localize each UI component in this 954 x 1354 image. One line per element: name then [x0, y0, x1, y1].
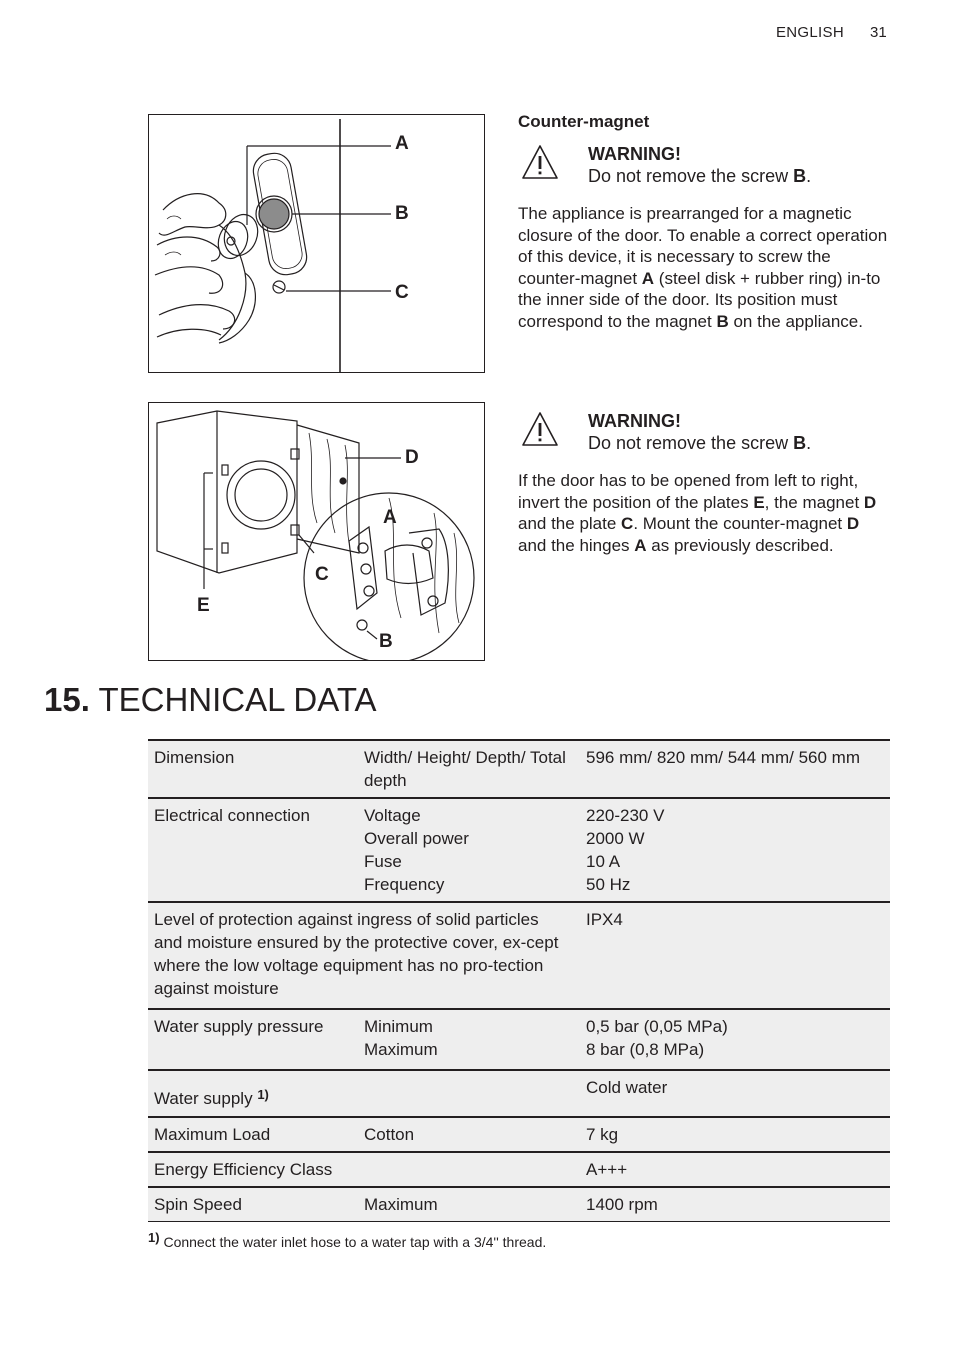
row-values: 0,5 bar (0,05 MPa) 8 bar (0,8 MPa)	[580, 1009, 890, 1070]
section-number: 15.	[44, 681, 90, 718]
technical-data-table	[148, 739, 890, 1222]
section-title	[44, 680, 377, 720]
section-heading: TECHNICAL DATA	[98, 681, 377, 718]
label-a: A	[395, 133, 409, 154]
row-label: Water supply $^{1)}$	[148, 1070, 358, 1117]
table-footnote	[148, 1228, 546, 1252]
magnet-description: The appliance is prearranged for a magnetic closure of the door. To enable a correct operation of this device, it is necessary to screw the counter-magnet A (steel disk + rubber ring) in-to the inner side of the door. Its position must correspond to the magnet B on the appliance.	[518, 204, 888, 331]
warning-text: Do not remove the screw B.	[588, 166, 812, 186]
row-value: 7 kg	[580, 1117, 890, 1152]
label-a: A	[383, 507, 397, 528]
warning-block-2	[518, 410, 888, 454]
row-label: Level of protection against ingress of solid particles and moisture ensured by the protective cover, ex-cept where the low voltage equipment has no pro-tection against moisture	[148, 902, 580, 1009]
label-c: C	[395, 282, 409, 303]
table-row	[148, 1152, 890, 1187]
door-reversal-illustration	[149, 403, 484, 660]
row-label: Dimension	[148, 740, 358, 798]
warning-block-1	[518, 143, 888, 187]
label-c: C	[315, 564, 329, 585]
warning-title: WARNING!	[588, 144, 681, 164]
label-e: E	[197, 595, 210, 616]
subsection-title: Counter-magnet	[518, 112, 650, 131]
footnote-mark: 1)	[148, 1230, 160, 1245]
row-values: 220-230 V 2000 W 10 A 50 Hz	[580, 798, 890, 902]
row-parameters: Minimum Maximum	[358, 1009, 580, 1070]
row-parameter: Width/ Height/ Depth/ Total depth	[358, 740, 580, 798]
label-b: B	[395, 203, 409, 224]
table-row	[148, 1070, 890, 1117]
footnote-text: Connect the water inlet hose to a water tap with a 3/4'' thread.	[163, 1234, 547, 1250]
warning-text: Do not remove the screw B.	[588, 433, 812, 453]
row-label: Electrical connection	[148, 798, 358, 902]
row-parameter: Maximum	[358, 1187, 580, 1222]
header-language: ENGLISH	[776, 24, 844, 41]
counter-magnet-heading	[518, 111, 888, 133]
table-row	[148, 1117, 890, 1152]
row-value: 1400 rpm	[580, 1187, 890, 1222]
row-label: Spin Speed	[148, 1187, 358, 1222]
label-b: B	[379, 631, 393, 652]
footnote-ref: 1)	[257, 1087, 269, 1102]
warning-triangle-icon	[520, 410, 560, 448]
label-d: D	[405, 447, 419, 468]
table-row	[148, 798, 890, 902]
figure-counter-magnet	[148, 114, 485, 373]
row-value: A+++	[580, 1152, 890, 1187]
row-value: IPX4	[580, 902, 890, 1009]
figure-door-reversal	[148, 402, 485, 661]
row-parameter: Cotton	[358, 1117, 580, 1152]
row-value: Cold water	[580, 1070, 890, 1117]
table-row	[148, 740, 890, 798]
page-number: 31	[870, 24, 887, 41]
page-header	[0, 22, 954, 42]
row-label: Water supply pressure	[148, 1009, 358, 1070]
row-value: 596 mm/ 820 mm/ 544 mm/ 560 mm	[580, 740, 890, 798]
table-row	[148, 1009, 890, 1070]
counter-magnet-illustration	[149, 115, 484, 372]
warning-triangle-icon	[520, 143, 560, 181]
row-label: Energy Efficiency Class	[148, 1152, 358, 1187]
door-reversal-description: If the door has to be opened from left to right, invert the position of the plates E, the magnet D and the plate C. Mount the counter-magnet D and the hinges A as previously described.	[518, 471, 877, 555]
row-parameters: Voltage Overall power Fuse Frequency	[358, 798, 580, 902]
table-row	[148, 902, 890, 1009]
table-row	[148, 1187, 890, 1222]
warning-title: WARNING!	[588, 411, 681, 431]
row-label: Maximum Load	[148, 1117, 358, 1152]
